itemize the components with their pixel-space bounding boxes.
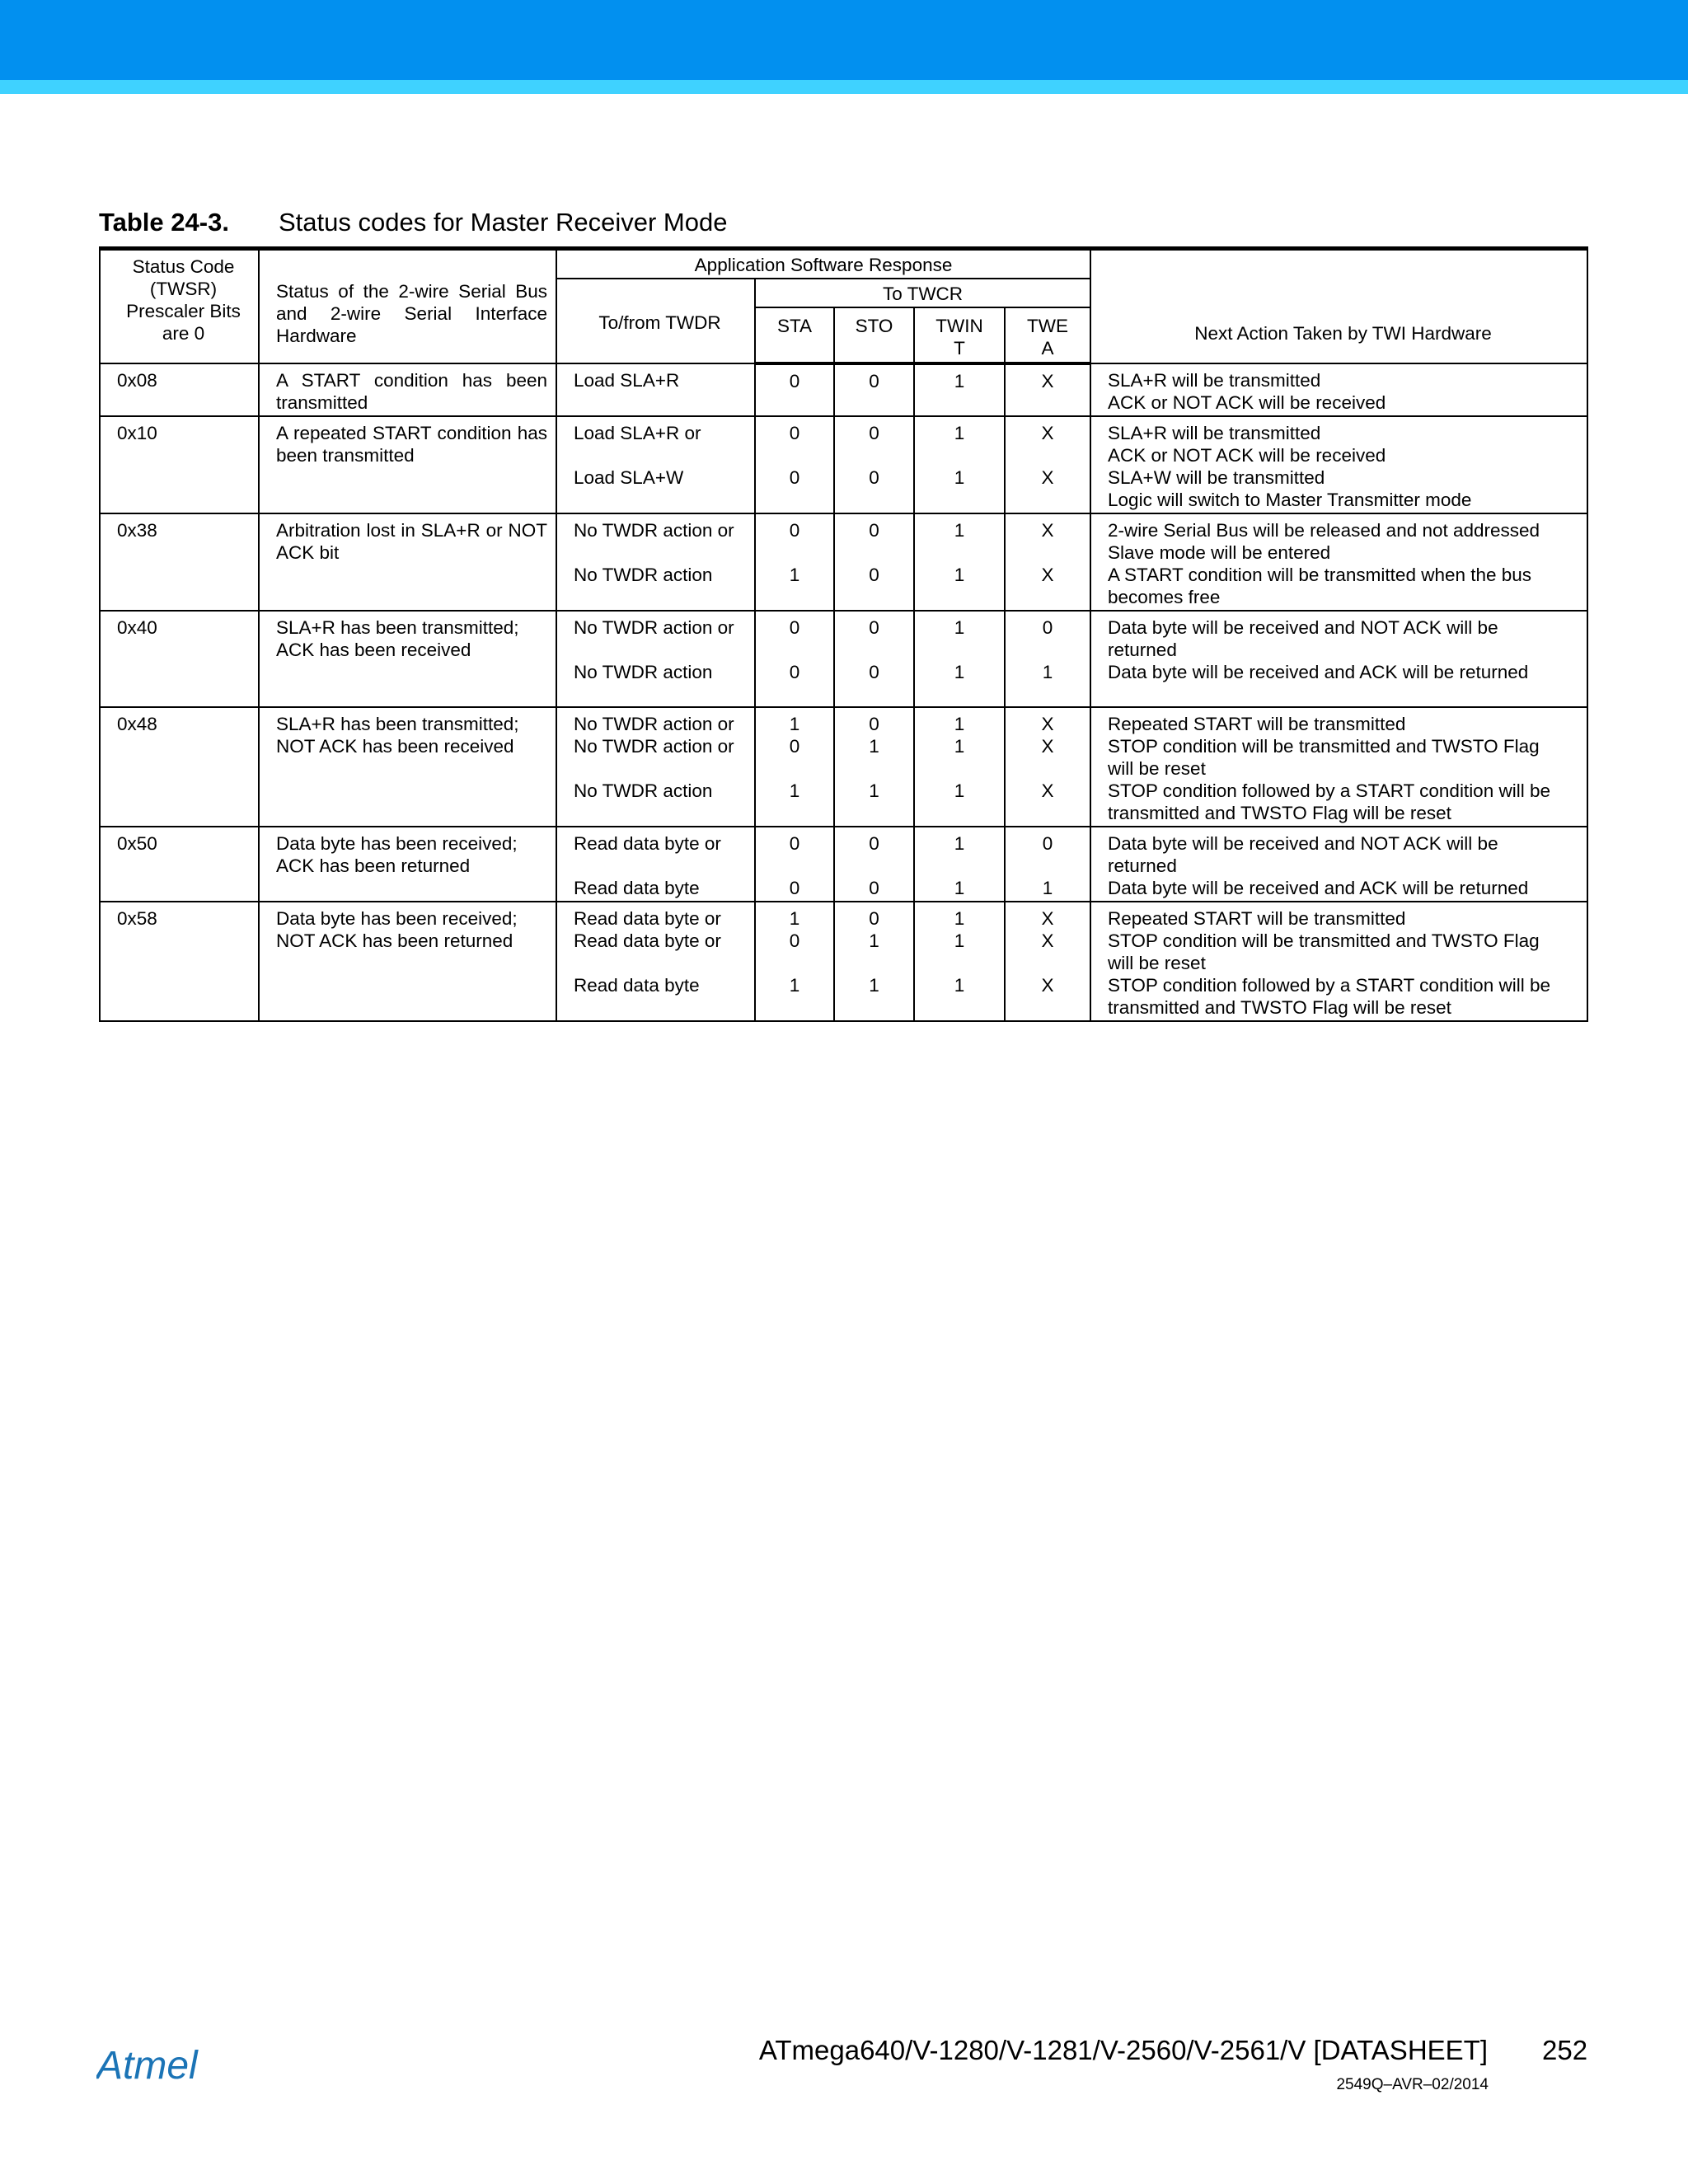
table-row <box>100 513 1587 611</box>
twdr-action-cell: No TWDR action or No TWDR action or No TWDR action <box>556 707 755 827</box>
header-to-twcr: To TWCR <box>755 279 1090 307</box>
next-action-cell: SLA+R will be transmitted ACK or NOT ACK will be received <box>1090 363 1587 416</box>
twea-cell: 0 1 <box>1005 611 1090 707</box>
sta-cell: 0 0 <box>755 611 834 707</box>
table-number: Table 24-3. <box>99 208 229 237</box>
twdr-action-cell: No TWDR action or No TWDR action <box>556 611 755 707</box>
sta-cell: 0 1 <box>755 513 834 611</box>
table-row <box>100 707 1587 827</box>
next-action-cell: Repeated START will be transmitted STOP condition will be transmitted and TWSTO Flag will be reset STOP condition followed by a START condition will be transmitted and TWSTO Flag will be reset <box>1090 902 1587 1021</box>
status-code-cell: 0x50 <box>100 827 259 902</box>
header-to-from-twdr: To/from TWDR <box>556 279 755 363</box>
header-next-action: Next Action Taken by TWI Hardware <box>1090 249 1587 364</box>
sto-cell: 0 0 <box>834 416 914 513</box>
sto-cell: 0 0 <box>834 827 914 902</box>
header-status-bus: Status of the 2-wire Serial Bus and 2-wire Serial Interface Hardware <box>259 249 556 364</box>
twea-cell: X X <box>1005 416 1090 513</box>
sta-cell: 0 0 <box>755 827 834 902</box>
status-code-cell: 0x40 <box>100 611 259 707</box>
atmel-logo-mark <box>96 2044 237 2085</box>
twint-cell: 1 1 <box>914 827 1005 902</box>
header-twint: TWIN T <box>914 307 1005 363</box>
status-description-cell: A repeated START condition has been transmitted <box>259 416 556 513</box>
table-row <box>100 827 1587 902</box>
table-row <box>100 416 1587 513</box>
table-title: Status codes for Master Receiver Mode <box>279 208 728 237</box>
next-action-cell: Data byte will be received and NOT ACK will be returned Data byte will be received and ACK will be returned <box>1090 611 1587 707</box>
twdr-action-cell: Read data byte or Read data byte <box>556 827 755 902</box>
twint-cell: 1 <box>914 363 1005 416</box>
document-title: ATmega640/V-1280/V-1281/V-2560/V-2561/V [DATASHEET] <box>758 2035 1488 2065</box>
atmel-logo <box>96 2044 237 2089</box>
twdr-action-cell: Load SLA+R <box>556 363 755 416</box>
twdr-action-cell: Load SLA+R or Load SLA+W <box>556 416 755 513</box>
table-header <box>100 249 1587 364</box>
next-action-cell: Data byte will be received and NOT ACK will be returned Data byte will be received and ACK will be returned <box>1090 827 1587 902</box>
status-description-cell: Data byte has been received; NOT ACK has been returned <box>259 902 556 1021</box>
header-status-code: Status Code (TWSR) Prescaler Bits are 0 <box>100 249 259 364</box>
next-action-cell: Repeated START will be transmitted STOP condition will be transmitted and TWSTO Flag will be reset STOP condition followed by a START condition will be transmitted and TWSTO Flag will be reset <box>1090 707 1587 827</box>
next-action-cell: SLA+R will be transmitted ACK or NOT ACK will be received SLA+W will be transmitted Logic will switch to Master Transmitter mode <box>1090 416 1587 513</box>
sta-cell: 0 0 <box>755 416 834 513</box>
twint-cell: 1 1 1 <box>914 902 1005 1021</box>
header-twea: TWE A <box>1005 307 1090 363</box>
header-band-accent <box>0 80 1688 94</box>
twdr-action-cell: No TWDR action or No TWDR action <box>556 513 755 611</box>
table-row <box>100 363 1587 416</box>
twea-cell: X X X <box>1005 707 1090 827</box>
header-band <box>0 0 1688 80</box>
page-number: 252 <box>1542 2035 1588 2065</box>
status-description-cell: SLA+R has been transmitted; ACK has been received <box>259 611 556 707</box>
status-code-cell: 0x48 <box>100 707 259 827</box>
sto-cell: 0 1 1 <box>834 707 914 827</box>
status-description-cell: A START condition has been transmitted <box>259 363 556 416</box>
sta-cell: 1 0 1 <box>755 707 834 827</box>
header-app-response: Application Software Response <box>556 249 1090 279</box>
status-description-cell: SLA+R has been transmitted; NOT ACK has been received <box>259 707 556 827</box>
twea-cell: 0 1 <box>1005 827 1090 902</box>
status-code-cell: 0x10 <box>100 416 259 513</box>
twea-cell: X <box>1005 363 1090 416</box>
document-code: 2549Q–AVR–02/2014 <box>1336 2076 1489 2093</box>
sta-cell: 0 <box>755 363 834 416</box>
table-caption <box>99 206 727 239</box>
status-description-cell: Data byte has been received; ACK has been returned <box>259 827 556 902</box>
status-description-cell: Arbitration lost in SLA+R or NOT ACK bit <box>259 513 556 611</box>
sto-cell: 0 <box>834 363 914 416</box>
next-action-cell: 2-wire Serial Bus will be released and not addressed Slave mode will be entered A START condition will be transmitted when the bus becomes free <box>1090 513 1587 611</box>
sta-cell: 1 0 1 <box>755 902 834 1021</box>
twint-cell: 1 1 <box>914 513 1005 611</box>
twint-cell: 1 1 <box>914 611 1005 707</box>
status-code-cell: 0x38 <box>100 513 259 611</box>
sto-cell: 0 1 1 <box>834 902 914 1021</box>
twint-cell: 1 1 1 <box>914 707 1005 827</box>
twea-cell: X X <box>1005 513 1090 611</box>
table-row <box>100 611 1587 707</box>
sto-cell: 0 0 <box>834 611 914 707</box>
header-sto: STO <box>834 307 914 363</box>
twdr-action-cell: Read data byte or Read data byte or Read data byte <box>556 902 755 1021</box>
sto-cell: 0 0 <box>834 513 914 611</box>
header-sta: STA <box>755 307 834 363</box>
twint-cell: 1 1 <box>914 416 1005 513</box>
status-codes-table <box>99 246 1588 1022</box>
table-row <box>100 902 1587 1021</box>
atmel-logo-text: Atmel <box>96 2044 198 2085</box>
twea-cell: X X X <box>1005 902 1090 1021</box>
status-code-cell: 0x08 <box>100 363 259 416</box>
status-code-cell: 0x58 <box>100 902 259 1021</box>
